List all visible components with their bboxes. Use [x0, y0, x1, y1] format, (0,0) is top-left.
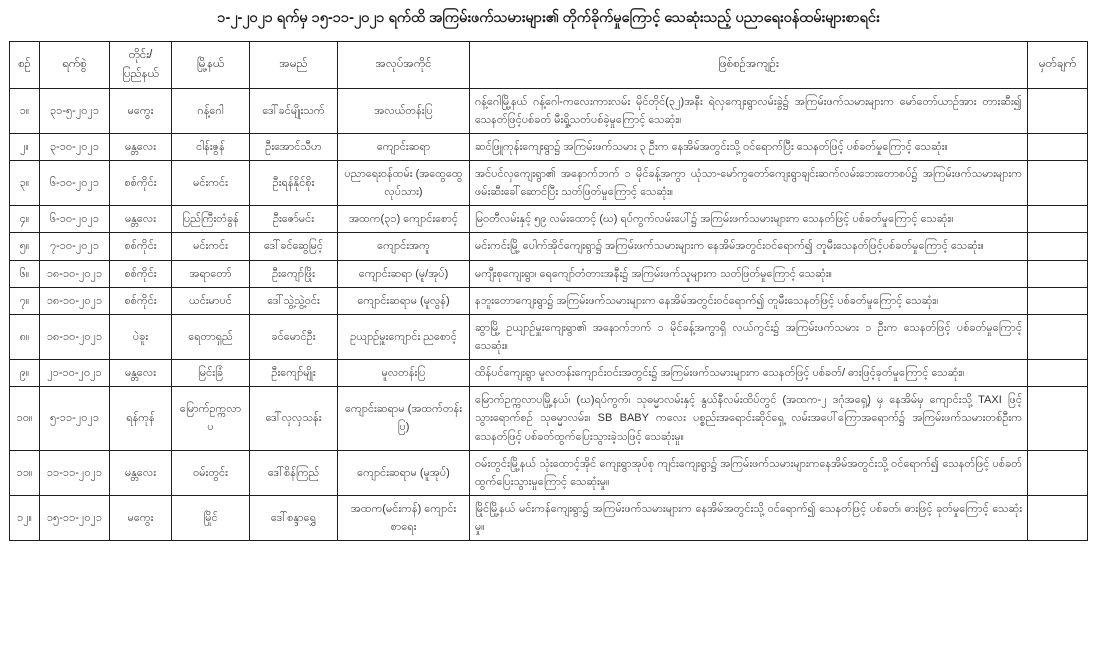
cell-date: ၁၈-၁၀-၂၀၂၁	[40, 314, 110, 359]
cell-date: ၁၅-၁၁-၂၀၂၁	[40, 495, 110, 540]
cell-incident: နဘူးတောကျေးရွာ၌ အကြမ်းဖက်သမားများက နေအိမ်အတွင်းဝင်ရောက်၍ တူမီးသေနတ်ဖြင့် ပစ်ခတ်မှုကြောင့် သေဆုံး။	[470, 287, 1028, 314]
column-header-remark: မှတ်ချက်	[1028, 41, 1088, 88]
cell-serial: ၁၂။	[10, 495, 40, 540]
column-header-region: တိုင်း/ ပြည်နယ်	[110, 41, 172, 88]
table-body	[10, 88, 1088, 541]
cell-township: ပြည်ကြီးတံခွန်	[172, 206, 250, 233]
cell-region: မန္တလေး	[110, 450, 172, 495]
cell-occupation: မူလတန်းပြ	[338, 360, 470, 387]
cell-township: မြောက်ဥက္ကလာပ	[172, 387, 250, 450]
cell-township: ငါန်းဇွန်	[172, 133, 250, 160]
cell-township: ဝမ်းတွင်း	[172, 450, 250, 495]
cell-remark	[1028, 260, 1088, 287]
cell-name: ဦးအောင်သီဟ	[250, 133, 338, 160]
cell-remark	[1028, 133, 1088, 160]
cell-serial: ၉။	[10, 360, 40, 387]
cell-remark	[1028, 314, 1088, 359]
cell-township: အရာတော်	[172, 260, 250, 287]
cell-name: ဒေါ်လှလှသန်း	[250, 387, 338, 450]
table-row	[10, 314, 1088, 359]
cell-remark	[1028, 233, 1088, 260]
cell-date: ၁၈-၁၀-၂၀၂၁	[40, 287, 110, 314]
cell-serial: ၆။	[10, 260, 40, 287]
cell-date: ၃-၁၀-၂၀၂၁	[40, 133, 110, 160]
cell-remark	[1028, 88, 1088, 133]
cell-incident: မြိုင်မြို့နယ် မင်းကန်ကျေးရွာ၌ အကြမ်းဖက်သမားများက နေအိမ်အတွင်းသို့ ဝင်ရောက်၍ သေနတ်ဖြင့် ပစ်ခတ်၊ ဓားဖြင့် ခုတ်မှုကြောင့် သေဆုံးမှု။	[470, 495, 1028, 540]
cell-township: မင်းကင်း	[172, 160, 250, 205]
cell-region: မန္တလေး	[110, 360, 172, 387]
table-header-row	[10, 41, 1088, 88]
cell-occupation: ကျောင်းဆရာမ (အထက်တန်းပြ)	[338, 387, 470, 450]
cell-region: ပဲခူး	[110, 314, 172, 359]
cell-date: ၃၁-၅-၂၀၂၁	[40, 88, 110, 133]
cell-name: ဒေါ်ခင်ဆွေမြင့်	[250, 233, 338, 260]
cell-serial: ၂။	[10, 133, 40, 160]
cell-date: ၆-၁၀-၂၀၂၁	[40, 206, 110, 233]
cell-incident: အင်ပင်လှကျေးရွာ၏ အနောက်ဘက် ၁ မိုင်ခန့်အကွာ ယုံသာ-မော်ကွတော်ကျေးရွာချင်းဆက်လမ်းဘေးတောစပ်၌ အကြမ်းဖက်သမားများက ဖမ်းဆီးခေါ်ဆောင်ပြီး သတ်ဖြတ်မှုကြောင့် သေဆုံး။	[470, 160, 1028, 205]
table-row	[10, 360, 1088, 387]
column-header-name: အမည်	[250, 41, 338, 88]
table-row	[10, 287, 1088, 314]
document-title: ၁-၂-၂၀၂၁ ရက်မှ ၁၅-၁၁-၂၀၂၁ ရက်ထိ အကြမ်းဖက်သမားများ၏ တိုက်ခိုက်မှုကြောင့် သေဆုံးသည့် ပညာရေးဝန်ထမ်းများစာရင်း	[217, 10, 880, 26]
cell-serial: ၃။	[10, 160, 40, 205]
cell-incident: ထိန်ပင်ကျေးရွာ မူလတန်းကျောင်းဝင်းအတွင်း၌ အကြမ်းဖက်သမားများက သေနတ်ဖြင့် ပစ်ခတ်/ ဓားဖြင့်ခုတ်မှုကြောင့် သေဆုံး။	[470, 360, 1028, 387]
cell-date: ၆-၁၀-၂၀၂၁	[40, 160, 110, 205]
table-row	[10, 387, 1088, 450]
cell-serial: ၇။	[10, 287, 40, 314]
table-row	[10, 233, 1088, 260]
cell-name: ဒေါ်သွဲ့သွဲ့ဝင်း	[250, 287, 338, 314]
cell-serial: ၄။	[10, 206, 40, 233]
cell-name: ဦးကျော်ဖြိုး	[250, 260, 338, 287]
cell-occupation: ကျောင်းအကူ	[338, 233, 470, 260]
cell-name: ဦးဇော်မင်း	[250, 206, 338, 233]
cell-serial: ၅။	[10, 233, 40, 260]
cell-township: မြင်းခြံ	[172, 360, 250, 387]
column-header-township: မြို့နယ်	[172, 41, 250, 88]
cell-incident: ဝမ်းတွင်းမြို့နယ် သုံးထောင့်အိုင် ကျေးရွာအုပ်စု ကျင်းကျေးရွာ၌ အကြမ်းဖက်သမားများကနေအိမ်အတွင်းသို့ ဝင်ရောက်၍ သေနတ်ဖြင့် ပစ်ခတ်ထွက်ပြေးသွားမှုကြောင့် သေဆုံးမှု။	[470, 450, 1028, 495]
table-row	[10, 160, 1088, 205]
cell-date: ၇-၁၀-၂၀၂၁	[40, 233, 110, 260]
cell-incident: မကျီးစုကျေးရွာ၊ ရေကျော်တံတားအနီး၌ အကြမ်းဖက်သူများက သတ်ဖြတ်မှုကြောင့် သေဆုံး။	[470, 260, 1028, 287]
cell-occupation: ဥယျာဉ်မှူးကျောင်း ညစောင့်	[338, 314, 470, 359]
cell-township: ရေတာရှည်	[172, 314, 250, 359]
cell-remark	[1028, 450, 1088, 495]
cell-incident: မင်းကင်းမြို့ ပေါက်အိုင်ကျေးရွာ၌ အကြမ်းဖက်သမားများက နေအိမ်အတွင်းဝင်ရောက်၍ တူမီးသေနတ်ဖြင့်ပစ်ခတ်မှုကြောင့် သေဆုံး။	[470, 233, 1028, 260]
cell-incident: မြောက်ဥက္ကလာပမြို့နယ်၊ (ဃ)ရပ်ကွက်၊ သုဓမ္မာလမ်းနှင့် နွယ်နီလမ်းထိပ်တွင် (အထက-၂ ဒဂုံအရှေ့) မှ နေအိမ်မှ ကျောင်းသို့ TAXI ဖြင့် သွားရောက်စဉ် သုဓမ္မာလမ်း။ SB BABY ကလေး ပစ္စည်းအရောင်းဆိုင်ရှေ့ လမ်းအပေါ်ကြောအရောက်၌ အကြမ်းဖက်သမားတစ်ဦးက သေနတ်ဖြင့် ပစ်ခတ်ထွက်ပြေးသွားခဲ့သဖြင့် သေဆုံးမှု။	[470, 387, 1028, 450]
cell-serial: ၁၁။	[10, 450, 40, 495]
cell-date: ၁၈-၁၀-၂၀၂၁	[40, 260, 110, 287]
table-row	[10, 206, 1088, 233]
cell-occupation: ကျောင်းဆရာ	[338, 133, 470, 160]
cell-region: မကွေး	[110, 88, 172, 133]
cell-serial: ၁၀။	[10, 387, 40, 450]
cell-township: ယင်းမာပင်	[172, 287, 250, 314]
cell-name: ဦးကျော်မျိုး	[250, 360, 338, 387]
table-row	[10, 88, 1088, 133]
cell-serial: ၁။	[10, 88, 40, 133]
cell-occupation: ပညာရေးဝန်ထမ်း (အထွေထွေလုပ်သား)	[338, 160, 470, 205]
cell-occupation: ကျောင်းဆရာ (မူ/အုပ်)	[338, 260, 470, 287]
cell-date: ၁၁-၁၁-၂၀၂၁	[40, 450, 110, 495]
cell-region: မကွေး	[110, 495, 172, 540]
cell-region: စစ်ကိုင်း	[110, 287, 172, 314]
table-row	[10, 133, 1088, 160]
cell-remark	[1028, 387, 1088, 450]
cell-region: စစ်ကိုင်း	[110, 160, 172, 205]
cell-name: ဒေါ်စန္ဒာရွှေ	[250, 495, 338, 540]
casualty-table	[9, 41, 1088, 542]
cell-incident: မြဝတီလမ်းနှင့် ၅၉ လမ်းထောင့် (ဃ) ရပ်ကွက်လမ်းပေါ်၌ အကြမ်းဖက်သမားများက သေနတ်ဖြင့် ပစ်ခတ်မှုကြောင့် သေဆုံး။	[470, 206, 1028, 233]
cell-occupation: ကျောင်းဆရာမ (မူအုပ်)	[338, 450, 470, 495]
cell-serial: ၈။	[10, 314, 40, 359]
cell-date: ၂၁-၁၀-၂၀၂၁	[40, 360, 110, 387]
cell-name: ဒေါ်စိန်ကြည်	[250, 450, 338, 495]
cell-region: မန္တလေး	[110, 206, 172, 233]
cell-region: ရန်ကုန်	[110, 387, 172, 450]
table-row	[10, 495, 1088, 540]
cell-region: မန္တလေး	[110, 133, 172, 160]
cell-remark	[1028, 287, 1088, 314]
cell-occupation: ကျောင်းဆရာမ (မူလွန်)	[338, 287, 470, 314]
cell-remark	[1028, 360, 1088, 387]
cell-occupation: အလယ်တန်းပြ	[338, 88, 470, 133]
cell-occupation: အထက(မင်းကန်) ကျောင်းစာရေး	[338, 495, 470, 540]
cell-township: မြိုင်	[172, 495, 250, 540]
column-header-date: ရက်စွဲ	[40, 41, 110, 88]
cell-name: ခင်မောင်ဦး	[250, 314, 338, 359]
cell-incident: ဂန့်ဂေါမြို့နယ် ဂန့်ဂေါ-ကလေးကားလမ်း မိုင်တိုင်(၃၂)အနီး ရဲလှကျေးရွာလမ်းခွဲ၌ အကြမ်းဖက်သမားများက မော်တော်ယာဉ်အား တားဆီး၍ သေနတ်ဖြင့်ပစ်ခတ် မီးရှို့သတ်ပစ်ခဲ့မှုကြောင့် သေဆုံး။	[470, 88, 1028, 133]
cell-incident: ဆင်ဖြူကုန်းကျေးရွာ၌ အကြမ်းဖက်သမား ၃ ဦးက နေအိမ်အတွင်းသို့ ဝင်ရောက်ပြီး သေနတ်ဖြင့် ပစ်ခတ်မှုကြောင့် သေဆုံး။	[470, 133, 1028, 160]
cell-date: ၅-၁၁-၂၀၂၁	[40, 387, 110, 450]
cell-remark	[1028, 206, 1088, 233]
cell-township: မင်းကင်း	[172, 233, 250, 260]
cell-occupation: အထက(၃၁) ကျောင်းစောင့်	[338, 206, 470, 233]
cell-name: ဦးရန်နိုင်စိုး	[250, 160, 338, 205]
column-header-incident: ဖြစ်စဉ်အကျဉ်း	[470, 41, 1028, 88]
column-header-occupation: အလုပ်အကိုင်	[338, 41, 470, 88]
table-row	[10, 450, 1088, 495]
column-header-serial: စဉ်	[10, 41, 40, 88]
cell-name: ဒေါ်ခင်မျိုးသက်	[250, 88, 338, 133]
table-row	[10, 260, 1088, 287]
cell-incident: ဆွာမြို့ ဥယျာဉ်မှူးကျေးရွာ၏ အနောက်ဘက် ၁ မိုင်ခန့်အကွာရှိ လယ်ကွင်း၌ အကြမ်းဖက်သမား ၁ ဦးက သေနတ်ဖြင့် ပစ်ခတ်မှုကြောင့် သေဆုံး။	[470, 314, 1028, 359]
cell-remark	[1028, 495, 1088, 540]
cell-township: ဂန့်ဂေါ	[172, 88, 250, 133]
cell-region: စစ်ကိုင်း	[110, 233, 172, 260]
cell-region: စစ်ကိုင်း	[110, 260, 172, 287]
cell-remark	[1028, 160, 1088, 205]
